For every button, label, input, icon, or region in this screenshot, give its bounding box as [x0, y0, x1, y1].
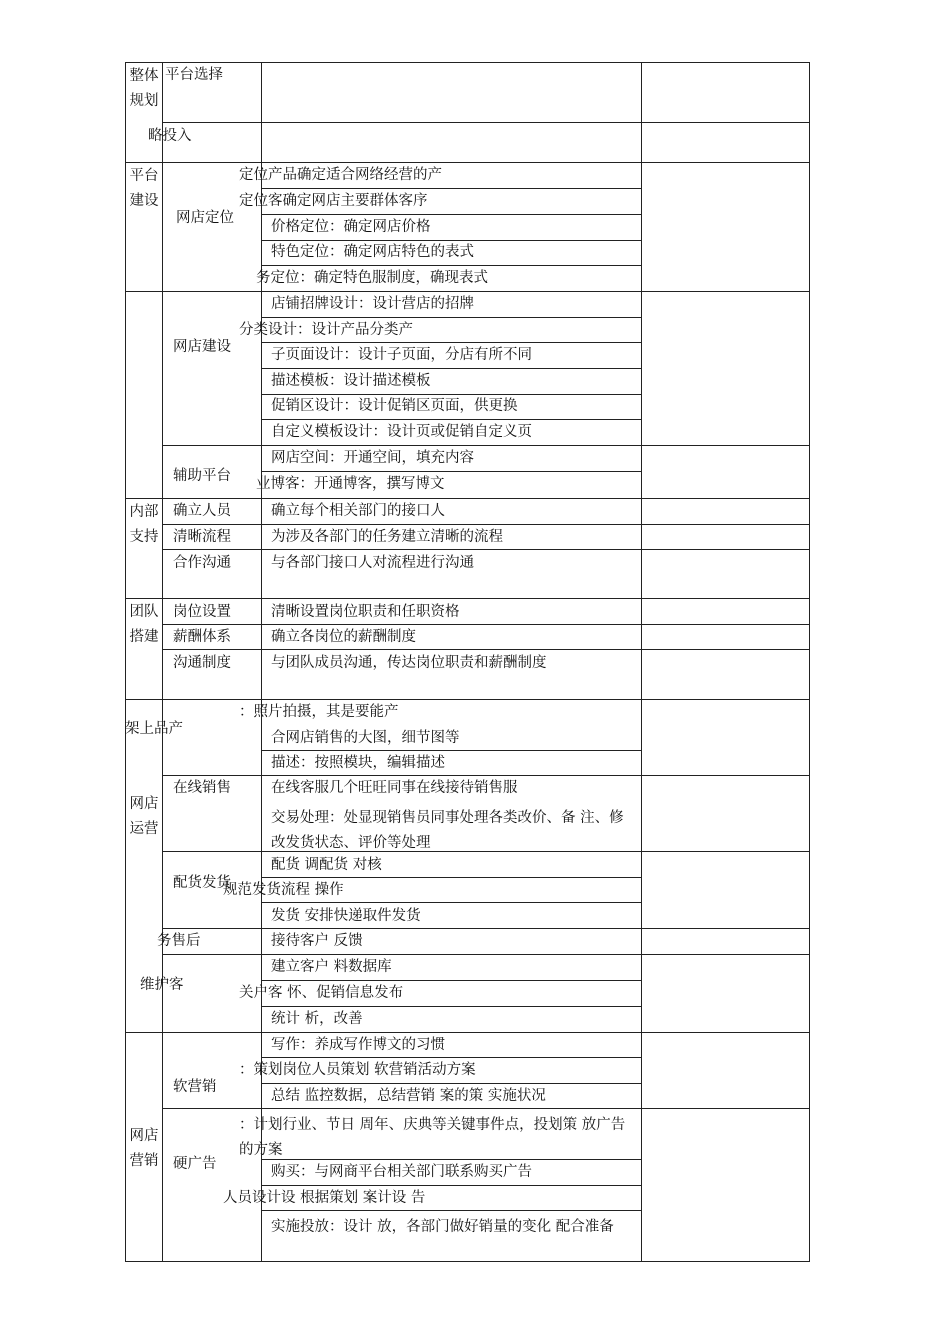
list-item: 特色定位：确定网店特色的表式 — [271, 244, 474, 260]
group-communication: 沟通制度 — [173, 655, 231, 671]
row-divider — [261, 188, 641, 189]
group-divider — [162, 954, 810, 955]
table-divider-item — [261, 62, 262, 1262]
row-divider — [261, 877, 641, 878]
list-item: 分类设计：设计产品分类产 — [239, 322, 413, 338]
row-divider — [261, 419, 641, 420]
table-divider-remarks — [641, 62, 642, 1262]
group-customer-care: 维护客 — [140, 977, 184, 993]
list-item: 合网店销售的大图，细节图等 — [271, 730, 460, 746]
group-after-sales: 务售后 — [157, 933, 201, 949]
table-border-left — [125, 62, 126, 1262]
list-item: 为涉及各部门的任务建立清晰的流程 — [271, 529, 503, 545]
list-item: 与团队成员沟通，传达岗位职责和薪酬制度 — [271, 655, 547, 671]
list-item: 接待客户 反馈 — [271, 933, 363, 949]
list-item: 网店空间：开通空间，填充内容 — [271, 450, 474, 466]
section-divider — [125, 498, 810, 499]
list-item: 定位产品确定适合网络经营的产 — [239, 167, 442, 183]
list-item: 促销区设计：设计促销区页面，供更换 — [271, 398, 518, 414]
group-salary: 薪酬体系 — [173, 629, 231, 645]
row-divider — [261, 1210, 641, 1211]
row-divider — [261, 471, 641, 472]
list-item: 描述模板：设计描述模板 — [271, 373, 431, 389]
category-internal: 内部支持 — [129, 504, 159, 545]
list-item: 发货 安排快递取件发货 — [271, 908, 421, 924]
category-marketing: 网店营销 — [129, 1128, 159, 1169]
section-divider — [125, 699, 810, 700]
list-item: 在线客服几个旺旺同事在线接待销售服 — [271, 780, 518, 796]
list-item: ：照片拍摄，其是要能产 — [239, 704, 399, 720]
list-item: 子页面设计：设计子页面，分店有所不同 — [271, 347, 532, 363]
list-item: 统计 析，改善 — [271, 1011, 363, 1027]
list-item: 店铺招牌设计：设计营店的招牌 — [271, 296, 474, 312]
list-item: 建立客户 料数据库 — [271, 959, 392, 975]
group-divider — [162, 122, 810, 123]
table-border-bottom — [125, 1261, 810, 1262]
list-item: 总结 监控数据，总结营销 案的策 实施状况 — [271, 1088, 546, 1104]
list-item: 与各部门接口人对流程进行沟通 — [271, 555, 474, 571]
list-item: 业博客：开通博客，撰写博文 — [256, 476, 445, 492]
group-divider — [162, 624, 810, 625]
group-strategy-input: 略投入 — [148, 128, 192, 144]
list-item: 务定位：确定特色服制度，确现表式 — [256, 270, 488, 286]
group-online-sales: 在线销售 — [173, 780, 231, 796]
table-border-top — [125, 62, 810, 63]
row-divider — [261, 240, 641, 241]
category-overall: 整体规划 — [129, 68, 159, 109]
list-item: 人员设计设 根据策划 案计设 告 — [223, 1190, 426, 1206]
section-divider — [125, 162, 810, 163]
list-item: 价格定位：确定网店价格 — [271, 219, 431, 235]
group-divider — [162, 524, 810, 525]
group-store-building: 网店建设 — [173, 339, 231, 355]
row-divider — [261, 368, 641, 369]
row-divider — [261, 214, 641, 215]
group-divider — [162, 549, 810, 550]
row-divider — [261, 1083, 641, 1084]
group-divider — [162, 1108, 810, 1109]
row-divider — [261, 317, 641, 318]
group-divider — [162, 445, 810, 446]
group-aux-platform: 辅助平台 — [173, 468, 231, 484]
group-divider — [162, 775, 810, 776]
list-item: 配货 调配货 对核 — [271, 857, 382, 873]
list-item: 交易处理：处显现销售员同事处理各类改价、备 注、修改发货状态、评价等处理 — [271, 810, 624, 851]
list-item: 确立各岗位的薪酬制度 — [271, 629, 416, 645]
group-staff: 确立人员 — [173, 503, 231, 519]
list-item: 规范发货流程 操作 — [223, 882, 344, 898]
row-divider — [261, 265, 641, 266]
list-item: 定位客确定网店主要群体客序 — [239, 193, 428, 209]
list-item: 清晰设置岗位职责和任职资格 — [271, 604, 460, 620]
row-divider — [261, 1057, 641, 1058]
group-soft-marketing: 软营销 — [173, 1079, 217, 1095]
section-divider — [125, 1032, 810, 1033]
group-cooperation: 合作沟通 — [173, 555, 231, 571]
list-item: 实施投放：设计 放，各部门做好销量的变化 配合准备 — [271, 1219, 614, 1235]
table-border-right — [809, 62, 810, 1262]
list-item: 购买：与网商平台相关部门联系购买广告 — [271, 1164, 532, 1180]
section-divider — [125, 598, 810, 599]
group-divider — [162, 649, 810, 650]
category-platform: 平台建设 — [129, 168, 159, 209]
list-item: 自定义模板设计：设计页或促销自定义页 — [271, 424, 532, 440]
group-hard-ads: 硬广告 — [173, 1156, 217, 1172]
row-divider — [261, 1006, 641, 1007]
list-item: ：计划行业、节日 周年、庆典等关键事件点，投划策 放广告的方案 — [239, 1117, 626, 1158]
group-fulfillment: 配货发货 — [173, 875, 231, 891]
list-item: 关户客 怀、促销信息发布 — [239, 985, 404, 1001]
row-divider — [261, 902, 641, 903]
list-item: 确立每个相关部门的接口人 — [271, 503, 445, 519]
table-divider-category — [162, 62, 163, 1262]
group-divider — [162, 928, 810, 929]
group-store-positioning: 网店定位 — [176, 210, 234, 226]
section-divider — [125, 291, 810, 292]
row-divider — [261, 750, 641, 751]
row-divider — [261, 980, 641, 981]
category-operation: 网店运营 — [129, 796, 159, 837]
list-item: 描述：按照模块，编辑描述 — [271, 755, 445, 771]
group-positions: 岗位设置 — [173, 604, 231, 620]
group-platform-select: 平台选择 — [165, 67, 223, 83]
list-item: 写作：养成写作博文的习惯 — [271, 1037, 445, 1053]
row-divider — [261, 394, 641, 395]
group-process: 清晰流程 — [173, 529, 231, 545]
category-team: 团队搭建 — [129, 604, 159, 645]
row-divider — [261, 1185, 641, 1186]
group-product-listing: 架上品产 — [125, 721, 183, 737]
row-divider — [261, 342, 641, 343]
list-item: ：策划岗位人员策划 软营销活动方案 — [239, 1062, 476, 1078]
